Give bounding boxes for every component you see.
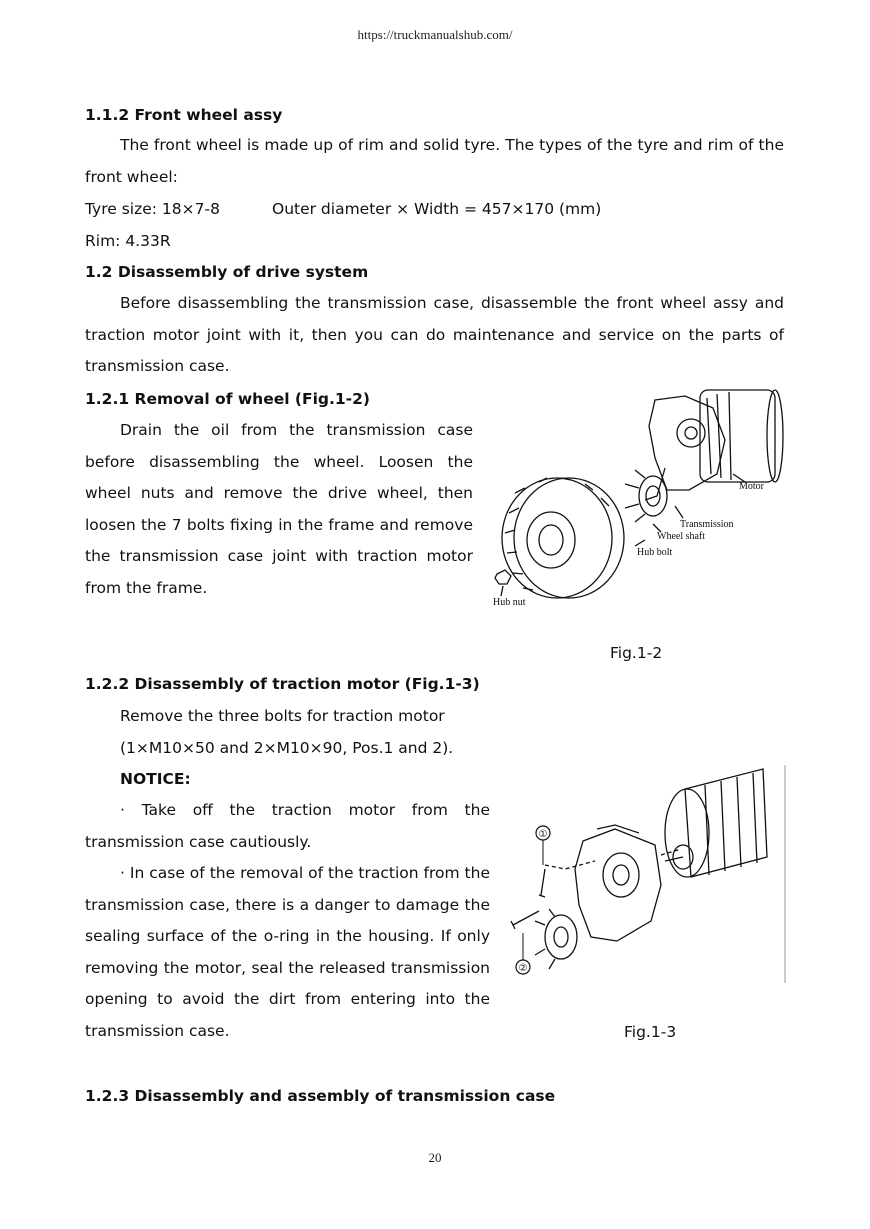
label-motor: Motor [739,481,764,492]
callout-1: ① [538,829,548,840]
notice-bullet-1: · Take off the traction motor from the transmission case cautiously. [85,801,490,851]
motor-bolts-line-2: (1×M10×50 and 2×M10×90, Pos.1 and 2). [120,739,454,757]
rim-text: Rim: 4.33R [85,232,171,250]
tyre-dimension-text: Outer diameter × Width = 457×170 (mm) [272,200,602,218]
notice-bullet-2: · In case of the removal of the traction from the transmission case, there is a danger to damage the sealing surface of the o-ring in the housing. If only removing the motor, seal the released transmission opening to avoid the dirt from entering into the transmission case. [85,864,490,1040]
motor-bolts-line-1: Remove the three bolts for traction motor [120,707,445,725]
label-hub-nut: Hub nut [493,597,526,608]
figure-1-3 [505,765,787,985]
drive-system-paragraph: Before disassembling the transmission case, disassemble the front wheel assy and traction motor joint with it, then you can do maintenance and service on the parts of transmission case. [85,294,784,376]
label-transmission: Transmission [680,519,734,530]
section-heading-1-1-2: 1.1.2 Front wheel assy [85,106,283,124]
section-heading-1-2-1: 1.2.1 Removal of wheel (Fig.1-2) [85,390,370,408]
label-hub-bolt: Hub bolt [637,547,673,558]
page-number: 20 [428,1150,442,1165]
front-wheel-paragraph: The front wheel is made up of rim and solid tyre. The types of the tyre and rim of the front wheel: [85,136,784,186]
callout-2: ② [518,963,528,974]
figure-1-3-caption: Fig.1-3 [624,1023,677,1041]
header-url: https://truckmanualshub.com/ [357,27,513,42]
tyre-size-label: Tyre size: 18×7-8 [85,200,220,218]
traction-motor-exploded-drawing [505,765,787,985]
section-heading-1-2: 1.2 Disassembly of drive system [85,263,369,281]
figure-1-2 [485,378,785,618]
wheel-removal-paragraph: Drain the oil from the transmission case before disassembling the wheel. Loosen the wheel nuts and remove the drive wheel, then loosen the 7 bolts fixing in the frame and remove the transmission case joint with traction motor from the frame. [85,421,473,597]
figure-1-2-caption: Fig.1-2 [610,644,663,662]
section-heading-1-2-3: 1.2.3 Disassembly and assembly of transmission case [85,1087,556,1105]
label-wheel-shaft: Wheel shaft [657,531,706,542]
section-heading-1-2-2: 1.2.2 Disassembly of traction motor (Fig.1-3) [85,675,480,693]
wheel-exploded-drawing [485,378,785,618]
notice-heading: NOTICE: [120,770,191,788]
